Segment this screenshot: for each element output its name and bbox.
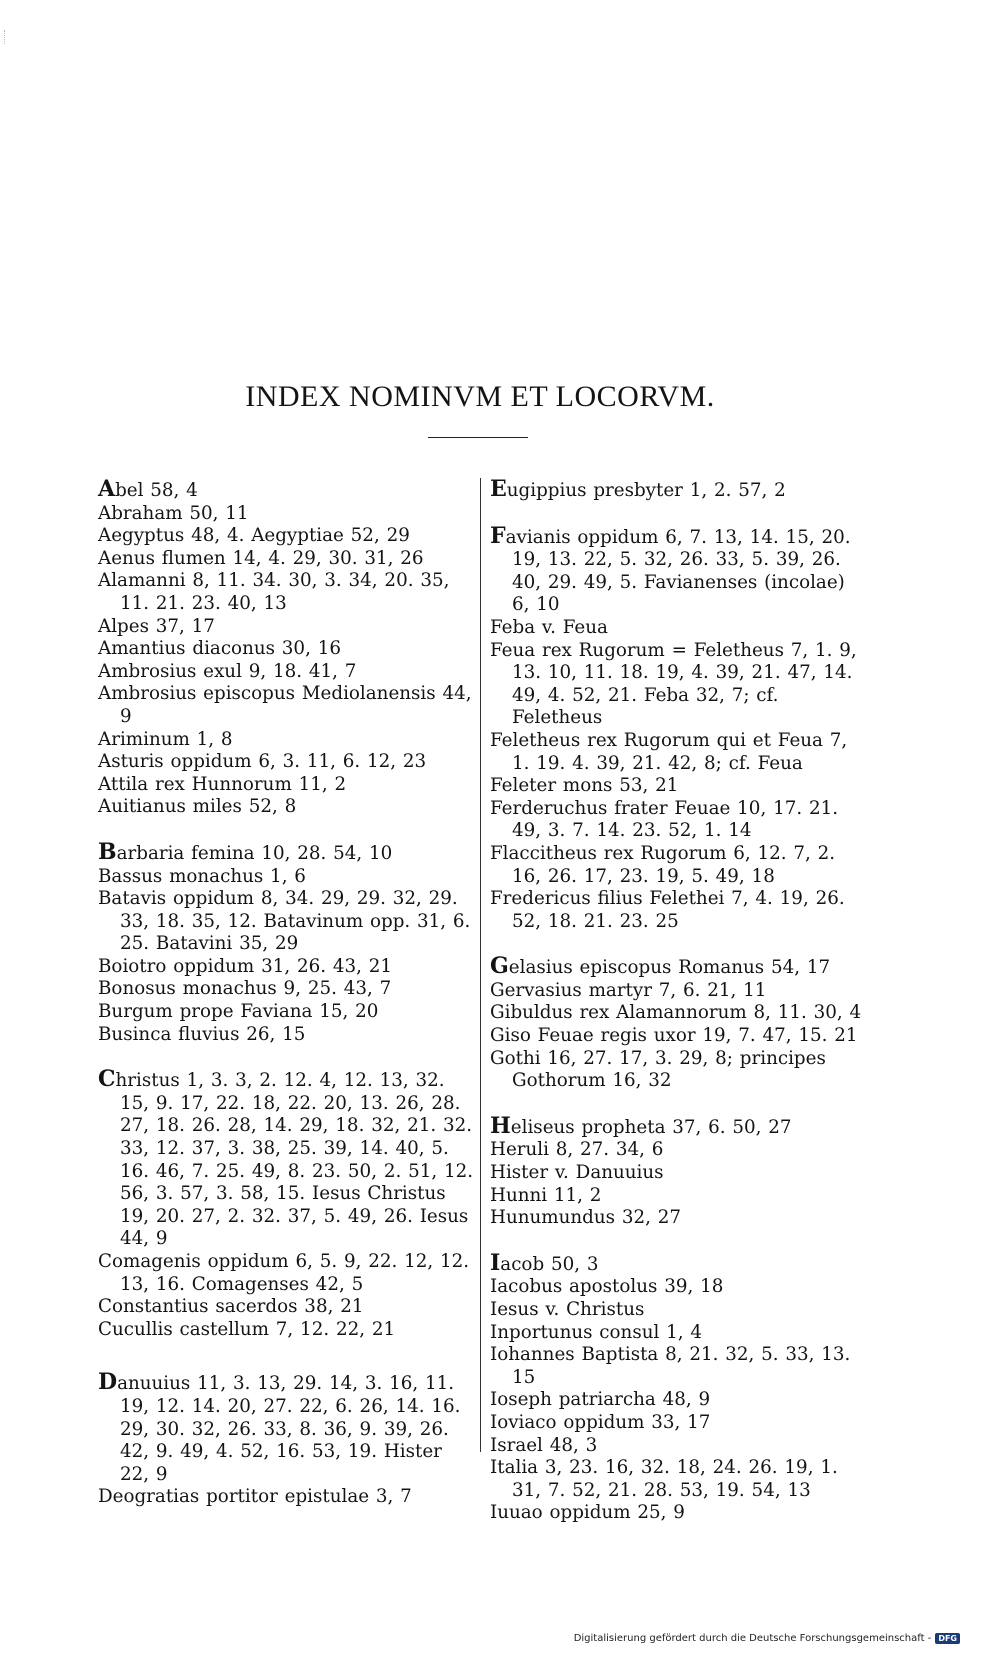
- footer-text: Digitalisierung gefördert durch die Deutsche Forschungsgemeinschaft -: [573, 1633, 932, 1644]
- index-entry: Constantius sacerdos 38, 21: [98, 1296, 364, 1318]
- index-entry: Ferderuchus frater Feuae 10, 17. 21. 49, 3. 7. 14. 23. 52, 1. 14: [490, 797, 839, 842]
- index-entry: Hunumundus 32, 27: [490, 1207, 681, 1229]
- index-entry: Deogratias portitor epistulae 3, 7: [98, 1486, 412, 1508]
- group-initial: I: [490, 1249, 501, 1276]
- index-entry: Attila rex Hunnorum 11, 2: [98, 773, 347, 795]
- index-entry: Gervasius martyr 7, 6. 21, 11: [490, 979, 767, 1001]
- index-entry: Asturis oppidum 6, 3. 11, 6. 12, 23: [98, 751, 427, 773]
- index-entry: Boiotro oppidum 31, 26. 43, 21: [98, 955, 392, 977]
- index-entry: Gothi 16, 27. 17, 3. 29, 8; principes Gothorum 16, 32: [490, 1047, 826, 1092]
- index-entry: Aegyptus 48, 4. Aegyptiae 52, 29: [98, 525, 410, 547]
- index-entry: Alpes 37, 17: [98, 615, 215, 637]
- index-entry: Gibuldus rex Alamannorum 8, 11. 30, 4: [490, 1002, 862, 1024]
- index-entry: Inportunus consul 1, 4: [490, 1321, 703, 1343]
- index-entry: Iuuao oppidum 25, 9: [490, 1502, 685, 1524]
- index-entry: Danuuius 11, 3. 13, 29. 14, 3. 16, 11. 19, 12. 14. 20, 27. 22, 6. 26, 14. 16. 29, 30. 32, 26. 33, 8. 36, 9. 39, 26. 42, 9. 49, 4. 52, 16. 53, 19. Hister 22, 9: [98, 1369, 461, 1485]
- index-entry: Abraham 50, 11: [98, 502, 249, 524]
- index-entry: Iacobus apostolus 39, 18: [490, 1276, 724, 1298]
- index-entry: Feletheus rex Rugorum qui et Feua 7, 1. 19. 4. 39, 21. 42, 8; cf. Feua: [490, 729, 848, 774]
- index-column-left: [98, 478, 476, 1509]
- index-letter-group: [98, 838, 476, 1046]
- index-entry: Iacob 50, 3: [490, 1249, 599, 1276]
- group-initial: G: [490, 953, 509, 980]
- index-entry: Businca fluvius 26, 15: [98, 1023, 306, 1045]
- group-initial: A: [98, 476, 116, 502]
- index-entry: Italia 3, 23. 16, 32. 18, 24. 26. 19, 1. 31, 7. 52, 21. 28. 53, 19. 54, 13: [490, 1457, 838, 1501]
- index-letter-group: [490, 955, 868, 1093]
- index-letter-group: [490, 1249, 868, 1525]
- index-entry: Cucullis castellum 7, 12. 22, 21: [98, 1318, 396, 1340]
- index-entry: Feleter mons 53, 21: [490, 775, 679, 797]
- index-entry: Batavis oppidum 8, 34. 29, 29. 32, 29. 33, 18. 35, 12. Batavinum opp. 31, 6. 25. Batavini 35, 29: [98, 888, 471, 955]
- index-entry: Christus 1, 3. 3, 2. 12. 4, 12. 13, 32. 15, 9. 17, 22. 18, 22. 20, 13. 26, 28. 27, 18. 26. 28, 14. 29, 18. 32, 21. 32. 33, 12. 37, 3. 38, 25. 39, 14. 40, 5. 16. 46, 7. 25. 49, 8. 23. 50, 2. 51, 12. 56, 3. 57, 3. 58, 15. Iesus Christus 19, 20. 27, 2. 32. 37, 5. 49, 26. Iesus 44, 9: [98, 1066, 474, 1250]
- index-entry: Feua rex Rugorum = Feletheus 7, 1. 9, 13. 10, 11. 18. 19, 4. 39, 21. 47, 14. 49, 4. 52, 21. Feba 32, 7; cf. Feletheus: [490, 639, 857, 729]
- index-entry: Eugippius presbyter 1, 2. 57, 2: [490, 476, 786, 502]
- dfg-logo: DFG: [935, 1633, 960, 1644]
- digitization-footer: [574, 1633, 960, 1644]
- index-entry: Barbaria femina 10, 28. 54, 10: [98, 838, 393, 865]
- group-initial: F: [490, 522, 506, 549]
- index-letter-group: [98, 478, 476, 819]
- index-entry: Abel 58, 4: [98, 476, 198, 502]
- index-entry: Auitianus miles 52, 8: [98, 796, 297, 818]
- index-entry: Bonosus monachus 9, 25. 43, 7: [98, 978, 392, 1000]
- index-entry: Flaccitheus rex Rugorum 6, 12. 7, 2. 16, 26. 17, 23. 19, 5. 49, 18: [490, 842, 836, 887]
- index-letter-group: [98, 1371, 476, 1509]
- index-entry: Giso Feuae regis uxor 19, 7. 47, 15. 21: [490, 1025, 858, 1047]
- page-title: INDEX NOMINVM ET LOCORVM.: [245, 380, 715, 413]
- index-entry: Comagenis oppidum 6, 5. 9, 22. 12, 12. 13, 16. Comagenses 42, 5: [98, 1251, 470, 1295]
- title-rule: [428, 437, 528, 438]
- index-entry: Burgum prope Faviana 15, 20: [98, 1001, 379, 1023]
- group-initial: B: [98, 838, 117, 865]
- group-initial: C: [98, 1066, 116, 1093]
- index-entry: Fredericus filius Felethei 7, 4. 19, 26. 52, 18. 21. 23. 25: [490, 888, 845, 932]
- index-entry: Heruli 8, 27. 34, 6: [490, 1139, 664, 1161]
- index-entry: Ambrosius episcopus Mediolanensis 44, 9: [98, 683, 472, 727]
- index-letter-group: [490, 478, 868, 503]
- index-entry: Favianis oppidum 6, 7. 13, 14. 15, 20. 19, 13. 22, 5. 32, 26. 33, 5. 39, 26. 40, 29. 49, 5. Favianenses (incolae) 6, 10: [490, 522, 851, 616]
- group-initial: H: [490, 1112, 511, 1139]
- group-initial: D: [98, 1369, 118, 1396]
- group-initial: E: [490, 476, 507, 502]
- index-entry: Alamanni 8, 11. 34. 30, 3. 34, 20. 35, 11. 21. 23. 40, 13: [98, 570, 450, 614]
- index-entry: Ioseph patriarcha 48, 9: [490, 1389, 711, 1411]
- index-letter-group: [98, 1068, 476, 1341]
- index-entry: Feba v. Feua: [490, 616, 608, 638]
- index-entry: Iohannes Baptista 8, 21. 32, 5. 33, 13. 15: [490, 1344, 851, 1388]
- index-column-right: [490, 478, 868, 1525]
- index-entry: Hister v. Danuuius: [490, 1162, 664, 1184]
- index-entry: Ioviaco oppidum 33, 17: [490, 1411, 711, 1433]
- index-entry: Aenus flumen 14, 4. 29, 30. 31, 26: [98, 547, 424, 569]
- index-entry: Bassus monachus 1, 6: [98, 865, 306, 887]
- margin-mark: [4, 30, 9, 44]
- index-letter-group: [490, 1112, 868, 1230]
- index-letter-group: [490, 522, 868, 934]
- index-entry: Amantius diaconus 30, 16: [98, 638, 341, 660]
- index-entry: Hunni 11, 2: [490, 1184, 602, 1206]
- index-entry: Israel 48, 3: [490, 1434, 598, 1456]
- index-entry: Ariminum 1, 8: [98, 728, 233, 750]
- index-entry: Iesus v. Christus: [490, 1299, 645, 1320]
- column-divider: [480, 478, 481, 1452]
- index-entry: Gelasius episcopus Romanus 54, 17: [490, 953, 831, 980]
- index-entry: Ambrosius exul 9, 18. 41, 7: [98, 660, 357, 682]
- index-entry: Heliseus propheta 37, 6. 50, 27: [490, 1112, 792, 1139]
